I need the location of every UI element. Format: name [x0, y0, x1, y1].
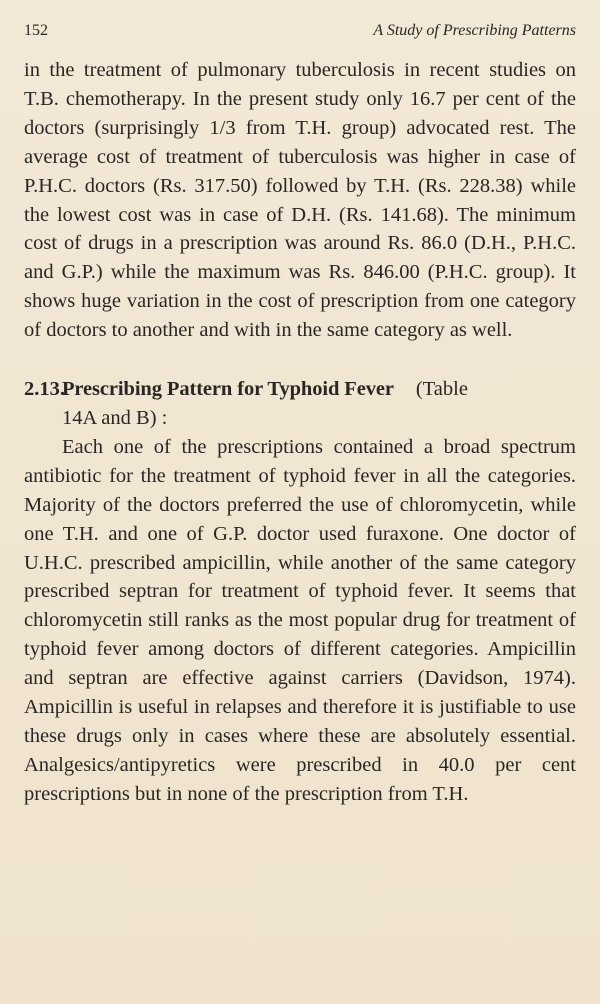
page-number: 152 [24, 22, 48, 39]
paragraph-typhoid: Each one of the prescriptions contained a broad spectrum antibiotic for the treatment of typhoid fever in all the categories. Majority of the doctors preferred the use of chloromycetin, while one T.H. and one of G.P. doctor used furaxone. One doctor of U.H.C. prescribed ampicillin, while another of the same category prescribed septran for treatment of typhoid fever. It seems that chloromycetin still ranks as the most popular drug for treatment of typhoid fever among doctors of different categories. Ampicillin and septran are effective against carriers (Davidson, 1974). Ampicillin is useful in relapses and therefore it is justifiable to use these drugs only in cases where these are absolutely essential. Analgesics/antipyretics were prescribed in 40.0 per cent prescriptions but in none of the prescription from T.H. [24, 435, 576, 805]
section-number: 2.13. [24, 378, 65, 401]
section-heading [24, 375, 576, 433]
paragraph-continued: in the treatment of pulmonary tuberculosis in recent studies on T.B. chemotherapy. In the present study only 16.7 per cent of the doctors (surprisingly 1/3 from T.H. group) advocated rest. The average cost of treatment of tuberculosis was higher in case of P.H.C. doctors (Rs. 317.50) followed by T.H. (Rs. 228.38) while the lowest cost was in case of D.H. (Rs. 141.68). The minimum cost of drugs in a prescription was around Rs. 86.0 (D.H., P.H.C. and G.P.) while the maximum was Rs. 846.00 (P.H.C. group). It shows huge variation in the cost of prescription from one category of doctors to another and with in the same category as well. [24, 59, 576, 342]
running-head [24, 20, 576, 42]
table-reference-part-2: 14A and B) : [62, 406, 168, 429]
body-text [24, 56, 576, 809]
table-reference-part-1: (Table [415, 378, 468, 401]
section-title: Prescribing Pattern for Typhoid Fever [62, 378, 394, 401]
running-title: A Study of Prescribing Patterns [373, 22, 576, 39]
